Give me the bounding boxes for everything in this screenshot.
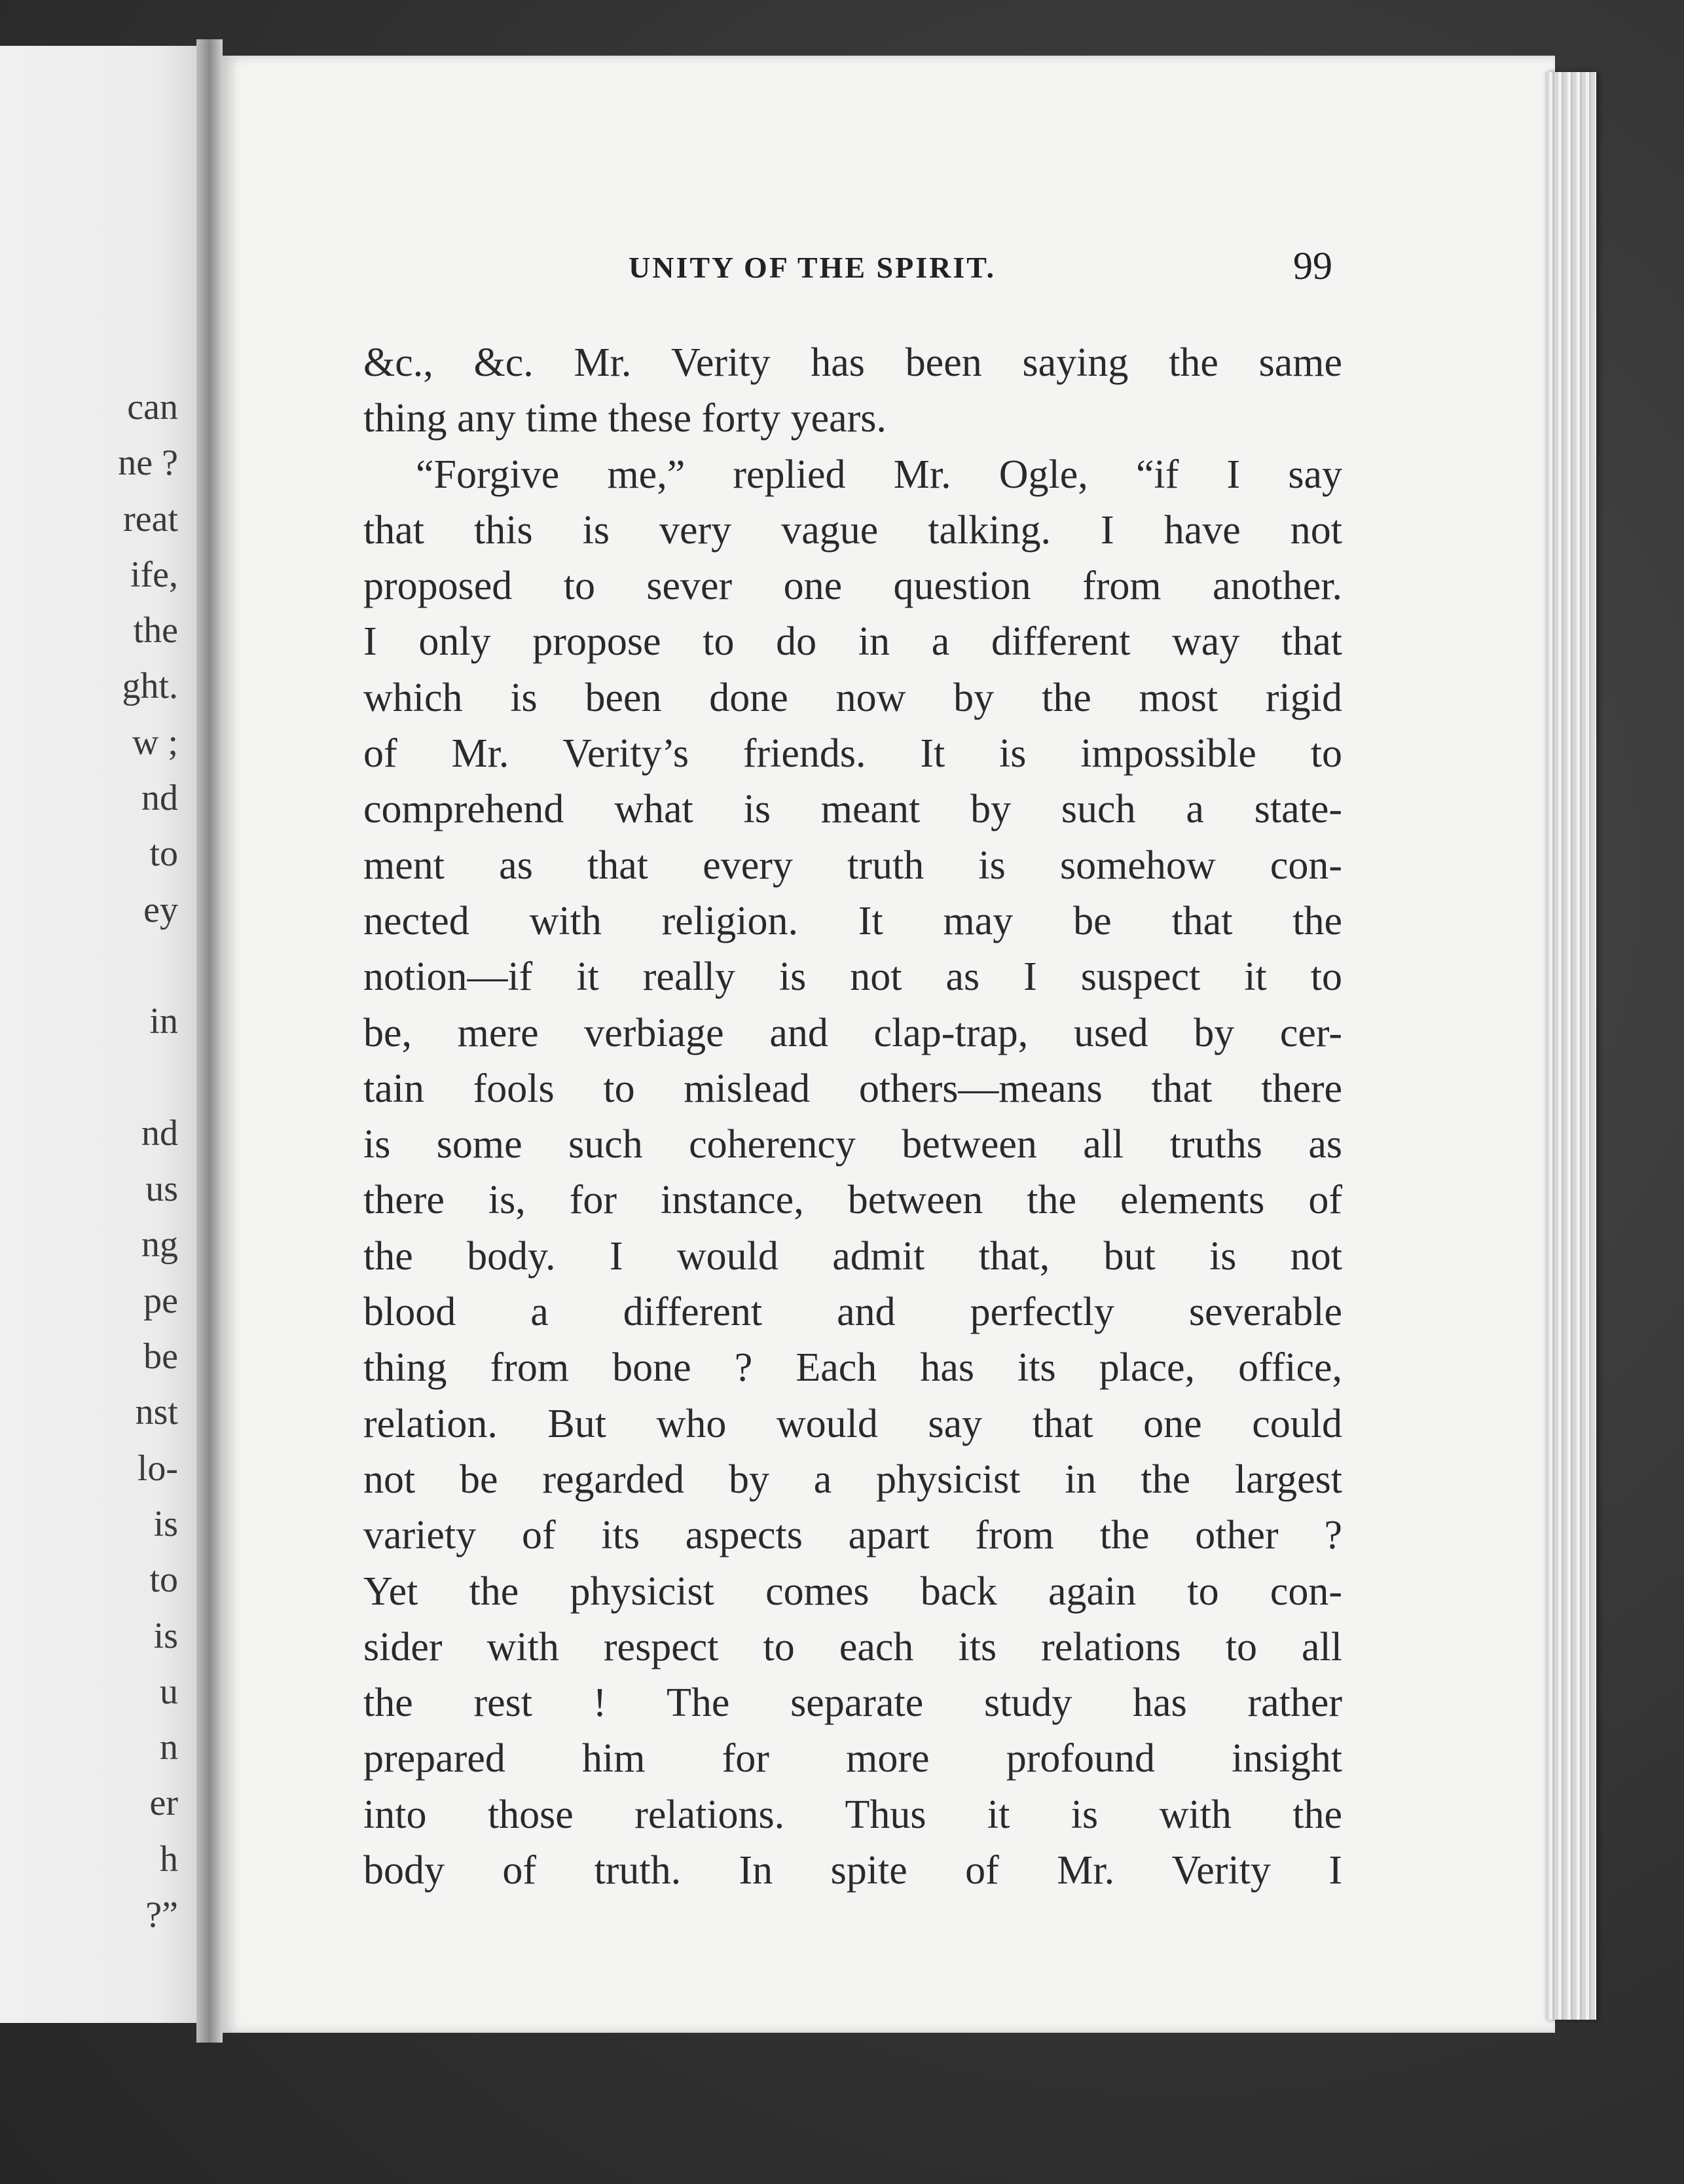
left-page-fragment: w ; (132, 721, 178, 763)
body-line: not be regarded by a physicist in the largest (363, 1457, 1342, 1502)
body-line: which is been done now by the most rigid (363, 675, 1342, 720)
left-page-fragment (118, 1050, 178, 1106)
left-page-fragment: h (160, 1838, 178, 1880)
body-line: blood a different and perfectly severable (363, 1290, 1342, 1335)
body-line: there is, for instance, between the elements of (363, 1178, 1342, 1223)
left-page-text-fragments (118, 380, 178, 1943)
left-page-fragment: pe (143, 1280, 178, 1321)
left-page-fragment: be (143, 1336, 178, 1377)
body-line: thing any time these forty years. (363, 396, 887, 441)
body-line: I only propose to do in a different way that (363, 619, 1342, 664)
body-line: comprehend what is meant by such a state- (363, 787, 1342, 832)
left-page-fragment: can (127, 387, 178, 428)
body-line: proposed to sever one question from another. (363, 564, 1342, 609)
left-page-fragment: to (149, 833, 178, 875)
body-line: thing from bone ? Each has its place, office, (363, 1345, 1342, 1391)
body-line: variety of its aspects apart from the other ? (363, 1513, 1342, 1558)
body-line: body of truth. In spite of Mr. Verity I (363, 1848, 1342, 1893)
left-page-fragment: ?” (145, 1895, 178, 1936)
left-page-fragment: nd (141, 778, 178, 819)
body-line: the rest ! The separate study has rather (363, 1681, 1342, 1726)
body-line: be, mere verbiage and clap-trap, used by cer- (363, 1010, 1342, 1055)
body-line: that this is very vague talking. I have not (363, 507, 1342, 553)
body-line: tain fools to mislead others—means that there (363, 1066, 1342, 1111)
body-line: prepared him for more profound insight (363, 1736, 1342, 1781)
left-page-fragment: ne ? (118, 443, 178, 484)
body-line: sider with respect to each its relations to all (363, 1624, 1342, 1669)
left-page-fragment: is (153, 1503, 178, 1544)
body-line: ment as that every truth is somehow con- (363, 843, 1342, 888)
left-page-fragment: is (153, 1615, 178, 1656)
running-title: UNITY OF THE SPIRIT. (629, 251, 996, 284)
left-page-fragment: er (149, 1783, 178, 1824)
body-line: notion—if it really is not as I suspect it to (363, 955, 1342, 1000)
left-page-fragment: nst (135, 1392, 178, 1433)
body-line: Yet the physicist comes back again to con- (363, 1569, 1342, 1614)
left-page-fragment: us (145, 1169, 178, 1210)
left-page-fragment: ng (141, 1224, 178, 1265)
left-facing-page (0, 46, 196, 2023)
body-line: nected with religion. It may be that the (363, 898, 1342, 943)
page-edges (1545, 72, 1596, 2020)
left-page-fragment: ife, (130, 554, 178, 595)
body-line: of Mr. Verity’s friends. It is impossible to (363, 731, 1342, 776)
left-page-fragment: lo- (137, 1447, 178, 1489)
left-page-fragment: ey (143, 889, 178, 930)
body-line: the body. I would admit that, but is not (363, 1233, 1342, 1279)
left-page-fragment: the (133, 610, 178, 651)
left-page-fragment: ght. (122, 666, 178, 707)
left-page-fragment: in (149, 1001, 178, 1042)
body-line: is some such coherency between all truths as (363, 1122, 1342, 1167)
page-number: 99 (1293, 244, 1332, 287)
body-line: &c., &c. Mr. Verity has been saying the same (363, 340, 1342, 385)
left-page-fragment: nd (141, 1112, 178, 1154)
left-page-fragment: n (160, 1727, 178, 1768)
left-page-fragment: u (160, 1671, 178, 1712)
body-line: into those relations. Thus it is with the (363, 1792, 1342, 1837)
body-line: “Forgive me,” replied Mr. Ogle, “if I say (416, 452, 1342, 497)
left-page-fragment (118, 938, 178, 994)
body-text (363, 335, 1342, 1899)
left-page-fragment: reat (123, 498, 178, 539)
left-page-fragment: to (149, 1559, 178, 1601)
book-gutter (196, 39, 223, 2043)
body-line: relation. But who would say that one could (363, 1401, 1342, 1446)
